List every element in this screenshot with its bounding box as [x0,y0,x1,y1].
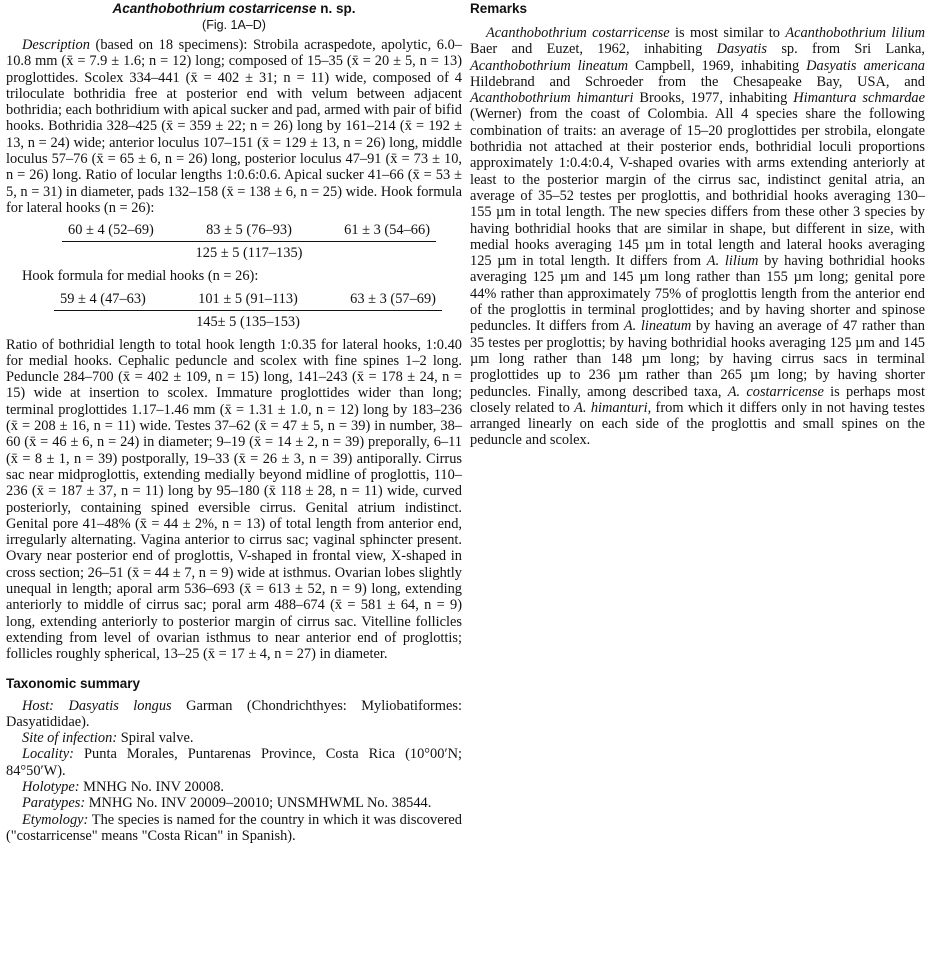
remarks-text: sp. from Sri Lanka, [767,41,926,58]
site-entry [6,730,462,746]
taxon-name: Acanthobothrium lilium [785,25,926,41]
formula-total: 145± 5 (135–153) [196,313,300,330]
holotype-label: Holotype: [22,778,80,795]
holotype-entry [6,779,462,795]
remarks-paragraph [470,25,925,449]
taxon-name: Dasyatis americana [806,57,926,74]
remarks-text: Campbell, 1969, inhabiting [628,57,807,74]
species-name: Acanthobothrium costarricense [112,1,317,16]
figure-reference: (Fig. 1A–D) [202,18,266,32]
site-value: Spiral valve. [117,730,194,747]
medial-hook-formula [54,291,442,331]
remarks-text: is most similar to [669,25,786,41]
locality-value: Punta Morales, Puntarenas Province, Costa Rica (10°00′N; 84°50′W). [6,746,462,779]
host-species: Dasyatis longus [68,697,172,714]
taxon-name: Acanthobothrium costarricense [486,25,670,41]
formula-part-b: 101 ± 5 (91–113) [198,290,298,307]
etymology-value: The species is named for the country in which it was discovered ("costarricense" means "Costa Rican" in Spanish). [6,811,462,844]
left-column [6,0,462,844]
holotype-value: MNHG No. INV 20008. [79,778,224,795]
taxon-name: Acanthobothrium himanturi [470,90,634,107]
remarks-heading: Remarks [470,1,528,16]
description-label: Description [22,37,90,53]
etymology-label: Etymology: [22,811,89,828]
formula-numerator [62,222,436,242]
paratypes-value: MNHG No. INV 20009–20010; UNSMHWML No. 38544. [85,795,432,812]
taxon-name: Himantura schmardae [793,90,925,107]
remarks-text: by having bothridial hooks averaging 125 µm and 145 µm long rather than 155 µm long; genital pore 44% rather than approximately 75% of proglottis length from the anterior end of the proglottis in terminal proglottides; and by having shorter and spinose peduncles. It differs from [470,253,925,335]
remarks-text: is perhaps most closely related to [470,383,926,416]
right-column [470,0,925,449]
site-label: Site of infection: [22,730,118,747]
host-label: Host: [22,697,54,714]
remarks-text: (Werner) from the coast of Colombia. All 4 species share the following combination of traits: an average of 15–20 proglottides per strobila, elongate bothridia not attached at their posterior ends, bothridial loculi proportions approximately 1:0.4:0.4, V-shaped ovaries with arms extending anteriorly at least to the posterior margin of the cirrus sac, indistinct genital atria, an average of 35–52 testes per proglottis, and bothridial hooks averaging 130–155 µm in total length. The new species differs from these other 3 species by having bothridial hooks that are similar in shape, but different in size, with medial hooks averaging 145 µm in total length and lateral hooks averaging 125 µm in total length. It differs from [470,106,925,270]
taxon-name: A. costarricense [727,383,824,400]
description-text: (based on 18 specimens): Strobila acraspedote, apolytic, 6.0–10.8 mm (x̄ = 7.9 ± 1.6; n = 12) long; composed of 15–35 (x̄ = 20 ± 5, n = 13) proglottides. Scolex 334–441 (x̄ = 402 ± 31; n = 11) wide, composed of 4 triloculate bothridia free at posterior end with velum between adjacent bothridia; each bothridium with apical sucker and pad, armed with pair of bifid hooks. Bothridia 328–425 (x̄ = 359 ± 22; n = 26) long by 161–214 (x̄ = 192 ± 13, n = 24) wide; anterior loculus 107–151 (x̄ = 129 ± 13, n = 26) long, middle loculus 57–76 (x̄ = 65 ± 6, n = 26) long, posterior loculus 47–91 (x̄ = 73 ± 10, n = 26) long. Ratio of locular lengths 1:0.6:0.6. Apical sucker 41–66 (x̄ = 53 ± 5, n = 31) in diameter, pads 132–158 (x̄ = 138 ± 6, n = 25) wide. Hook formula for lateral hooks (n = 26): [6,37,462,216]
taxonomic-summary [6,698,462,845]
remarks-text: by having an average of 47 rather than 35 testes per proglottis; by having bothridial hooks averaging 125 µm and 145 µm long rather than 148 µm long; by having cirrus sacs in terminal proglottides up to 236 µm rather than 265 µm long; by having shorter peduncles. Finally, among described taxa, [470,318,925,400]
formula-part-a: 60 ± 4 (52–69) [68,222,154,239]
taxon-name: Acanthobothrium lineatum [470,57,629,74]
species-title [6,0,462,17]
formula-total: 125 ± 5 (117–135) [195,245,303,262]
host-classification: Garman (Chondrichthyes: Myliobatiformes: Dasyatididae). [6,697,462,730]
formula-part-a: 59 ± 4 (47–63) [60,290,146,307]
locality-label: Locality: [22,746,74,763]
taxon-name: A. lilium [706,253,759,270]
medial-formula-intro: Hook formula for medial hooks (n = 26): [22,268,259,285]
formula-part-b: 83 ± 5 (76–93) [206,222,292,239]
description-paragraph [6,37,462,216]
remarks-text: Brooks, 1977, inhabiting [633,90,794,107]
taxon-name: A. himanturi, [574,399,652,416]
lateral-hook-formula [62,222,436,262]
formula-numerator [54,291,442,311]
remarks-text: from which it differs only in not having testes arranged linearly on each side of the proglottis and small spines on the peduncle and scolex. [470,399,925,449]
locality-entry [6,746,462,779]
remarks-text: Hildebrand and Schroeder from the Chesapeake Bay, USA, and [470,73,925,90]
taxon-name: Dasyatis [716,41,768,58]
etymology-entry [6,812,462,845]
formula-part-c: 63 ± 3 (57–69) [350,290,436,307]
remarks-text: Baer and Euzet, 1962, inhabiting [470,41,717,58]
paratypes-label: Paratypes: [22,795,86,812]
host-entry [6,698,462,731]
description-continued: Ratio of bothridial length to total hook length 1:0.35 for lateral hooks, 1:0.40 for medial hooks. Cephalic peduncle and scolex with fine spines 1–2 long. Peduncle 284–700 (x̄ = 402 ± 109, n = 15) long, 141–243 (x̄ = 178 ± 24, n = 15) wide at insertion to scolex. Immature proglottides wider than long; terminal proglottides 1.17–1.46 mm (x̄ = 1.31 ± 1.0, n = 12) long by 183–236 (x̄ = 208 ± 16, n = 11) wide. Testes 37–62 (x̄ = 47 ± 5, n = 39) in number, 38–60 (x̄ = 46 ± 6, n = 24) in diameter; 9–19 (x̄ = 14 ± 2, n = 39) preporally, 6–11 (x̄ = 8 ± 1, n = 39) postporally, 19–33 (x̄ = 26 ± 3, n = 39) antiporally. Cirrus sac near midproglottis, extending medially beyond midline of proglottis, 110–236 (x̄ = 187 ± 37, n = 11) long by 95–180 (x̄ 118 ± 28, n = 11) wide, curved posteriorly, containing spined eversible cirrus. Genital atrium indistinct. Genital pore 41–48% (x̄ = 44 ± 2%, n = 13) of total length from anterior end, irregularly alternating. Vagina anterior to cirrus sac; vaginal sphincter present. Ovary near posterior end of proglottis, V-shaped in frontal view, X-shaped in cross section; 26–51 (x̄ = 44 ± 7, n = 9) wide at isthmus. Ovarian lobes slightly unequal in length; aporal arm 536–693 (x̄ = 613 ± 52, n = 9) long, extending anteriorly to middle of cirrus sac; poral arm 488–674 (x̄ = 581 ± 64, n = 9) long, extending anteriorly to posterior margin of cirrus sac. Vitelline follicles extending from level of ovarian isthmus to near anterior end of proglottis; follicles roughly spherical, 13–25 (x̄ = 17 ± 4, n = 27) in diameter. [6,336,462,663]
paratypes-entry [6,795,462,811]
formula-part-c: 61 ± 3 (54–66) [344,222,430,239]
new-species-mark: n. sp. [316,1,356,16]
taxon-name: A. lineatum [623,318,692,335]
taxonomic-summary-heading: Taxonomic summary [6,675,141,691]
